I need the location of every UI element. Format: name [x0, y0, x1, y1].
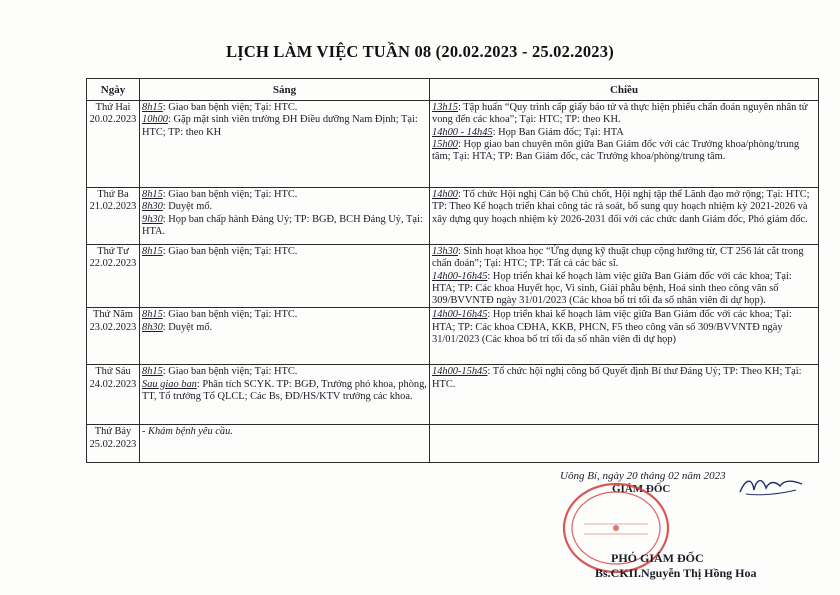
- event-time: Sau giao ban: [142, 378, 197, 390]
- afternoon-cell: [430, 308, 819, 365]
- day-name: Thứ Ba: [97, 189, 129, 200]
- event-text: : Giao ban bệnh viện; Tại: HTC.: [162, 102, 298, 113]
- event-time: 8h15: [142, 189, 163, 200]
- event-text: - Khám bệnh yêu cầu.: [142, 426, 233, 438]
- header-afternoon: Chiều: [430, 79, 819, 101]
- event-entry: [142, 189, 427, 201]
- day-date: 25.02.2023: [89, 438, 137, 450]
- afternoon-cell: [430, 245, 819, 308]
- table-row: [87, 425, 819, 463]
- event-text: : Họp giao ban chuyên môn giữa Ban Giám đốc với các Trưởng khoa/phòng/trung tâm; Tại: HTA; TP: Ban Giám đốc, các Trưởng khoa/phòng/trung tâm.: [432, 138, 800, 163]
- day-date: 22.02.2023: [89, 258, 137, 270]
- day-date: 20.02.2023: [89, 114, 137, 126]
- event-text: : Giao ban bệnh viện; Tại: HTC.: [162, 189, 298, 200]
- event-entry: [142, 322, 427, 334]
- table-row: [87, 308, 819, 365]
- event-entry: [432, 366, 816, 391]
- afternoon-cell: [430, 188, 819, 245]
- event-time: 8h30: [142, 201, 163, 213]
- day-cell: [87, 365, 140, 425]
- day-date: 24.02.2023: [89, 378, 137, 390]
- event-text: : Gặp mặt sinh viên trường ĐH Điều dưỡng Nam Định; Tại: HTC; TP: theo KH: [142, 114, 418, 138]
- table-header-row: [87, 79, 819, 101]
- event-time: 13h30: [432, 246, 458, 257]
- event-entry: [142, 114, 427, 139]
- morning-cell: [140, 365, 430, 425]
- event-text: : Họp triển khai kế hoạch làm việc giữa Ban Giám đốc với các khoa; Tại: HTA; TP: Các khoa Huyết học, Vi sinh, Giải phẫu bệnh, Hoá sinh theo công văn số 309/BVVNTĐ ngày 31/01/2023 (Các khoa bố trí tối đa số nhân viên đi dự họp).: [432, 270, 792, 307]
- header-morning: Sáng: [140, 79, 430, 101]
- header-day: Ngày: [87, 79, 140, 101]
- event-entry: [432, 309, 816, 346]
- event-text: : Tổ chức hội nghị công bố Quyết định Bí thư Đảng Uỷ; TP: Theo KH; Tại: HTC.: [432, 366, 802, 390]
- event-entry: [432, 189, 816, 226]
- event-time: 14h00-15h45: [432, 366, 488, 378]
- schedule-body: [87, 101, 819, 463]
- event-entry: [432, 271, 816, 308]
- event-entry: [142, 102, 427, 114]
- event-text: : Giao ban bệnh viện; Tại: HTC.: [162, 246, 298, 257]
- director-title: GIÁM ĐỐC: [612, 483, 671, 495]
- day-name: Thứ Bảy: [94, 426, 132, 438]
- day-name: Thứ Sáu: [95, 366, 131, 378]
- event-time: 9h30: [142, 213, 163, 225]
- event-entry: [142, 379, 427, 404]
- event-text: : Duyệt mổ.: [162, 201, 213, 213]
- morning-cell: [140, 308, 430, 365]
- event-time: 14h00 - 14h45: [432, 126, 493, 138]
- event-entry: [142, 214, 427, 239]
- event-entry: [142, 426, 427, 438]
- event-time: 8h30: [142, 321, 163, 333]
- place-date: Uông Bí, ngày 20 tháng 02 năm 2023: [560, 470, 726, 482]
- event-time: 8h15: [142, 366, 163, 378]
- day-cell: [87, 101, 140, 188]
- day-cell: [87, 245, 140, 308]
- afternoon-cell: [430, 101, 819, 188]
- event-time: 13h15: [432, 102, 458, 113]
- event-time: 8h15: [142, 246, 163, 257]
- event-time: 15h00: [432, 138, 458, 150]
- event-text: : Họp triển khai kế hoạch làm việc giữa Ban Giám đốc với các khoa; Tại: HTA; TP: Các khoa CĐHA, KKB, PHCN, F5 theo công văn số 309/BVVNTĐ ngày 31/01/2023 (Các khoa bố trí tối đa số nhân viên đi dự họp): [432, 309, 792, 346]
- event-text: : Tổ chức Hội nghị Cán bộ Chủ chốt, Hội nghị tập thể Lãnh đạo mở rộng; Tại: HTC; TP: Theo Kế hoạch triển khai công tác rà soát, bổ sung quy hoạch nhiệm kỳ 2021-2026 và xây dựng quy hoạch nhiệm kỳ 2026-2031 đối với các chức danh Giám đốc, Phó giám đốc.: [432, 189, 810, 225]
- day-name: Thứ Năm: [93, 309, 133, 321]
- day-cell: [87, 308, 140, 365]
- afternoon-cell: [430, 425, 819, 463]
- table-row: [87, 188, 819, 245]
- afternoon-cell: [430, 365, 819, 425]
- event-entry: [432, 246, 816, 271]
- event-text: : Giao ban bệnh viện; Tại: HTC.: [162, 366, 298, 378]
- event-entry: [142, 246, 427, 258]
- event-text: : Phân tích SCYK. TP: BGĐ, Trưởng phó khoa, phòng, TT, Tổ trưởng Tổ QLCL; Các Bs, ĐD/HS/KTV trưởng các khoa.: [142, 378, 427, 403]
- table-row: [87, 365, 819, 425]
- signature-mark: [736, 470, 806, 500]
- event-time: 14h00: [432, 189, 458, 200]
- event-entry: [142, 366, 427, 378]
- event-entry: [432, 139, 816, 164]
- day-cell: [87, 425, 140, 463]
- morning-cell: [140, 188, 430, 245]
- morning-cell: [140, 101, 430, 188]
- event-text: : Tập huấn “Quy trình cấp giấy báo tử và thực hiện phiếu chẩn đoán nguyên nhân tử vong đến các khoa”; Tại: HTC; TP: theo KH.: [432, 102, 808, 126]
- day-date: 21.02.2023: [89, 201, 137, 213]
- schedule-table: [86, 78, 819, 463]
- table-row: [87, 245, 819, 308]
- event-time: 8h15: [142, 309, 163, 321]
- event-text: : Họp ban chấp hành Đảng Uỷ; TP: BGĐ, BCH Đảng Uỷ, Tại: HTA.: [142, 213, 423, 237]
- event-entry: [142, 309, 427, 321]
- event-entry: [142, 201, 427, 213]
- event-time: 14h00-16h45: [432, 270, 488, 282]
- morning-cell: [140, 425, 430, 463]
- day-name: Thứ Hai: [95, 102, 131, 113]
- deputy-director-title: PHÓ GIÁM ĐỐC: [611, 551, 704, 565]
- event-time: 14h00-16h45: [432, 309, 488, 321]
- table-row: [87, 101, 819, 188]
- event-time: 8h15: [142, 102, 163, 113]
- event-text: : Sinh hoạt khoa học “Ứng dụng kỹ thuật chụp cộng hưởng từ, CT 256 lát cắt trong chẩn đoán”; Tại: HTC; TP: Tất cả các bác sĩ.: [432, 246, 804, 270]
- day-date: 23.02.2023: [89, 321, 137, 333]
- event-text: : Duyệt mổ.: [162, 321, 213, 333]
- day-name: Thứ Tư: [97, 246, 129, 257]
- event-entry: [432, 127, 816, 139]
- signer-name: Bs.CKII.Nguyễn Thị Hồng Hoa: [595, 566, 757, 580]
- morning-cell: [140, 245, 430, 308]
- event-text: : Giao ban bệnh viện; Tại: HTC.: [162, 309, 298, 321]
- page-title: LỊCH LÀM VIỆC TUẦN 08 (20.02.2023 - 25.02.2023): [226, 42, 614, 61]
- event-time: 10h00: [142, 114, 168, 126]
- event-text: : Họp Ban Giám đốc; Tại: HTA: [492, 126, 624, 138]
- day-cell: [87, 188, 140, 245]
- event-entry: [432, 102, 816, 127]
